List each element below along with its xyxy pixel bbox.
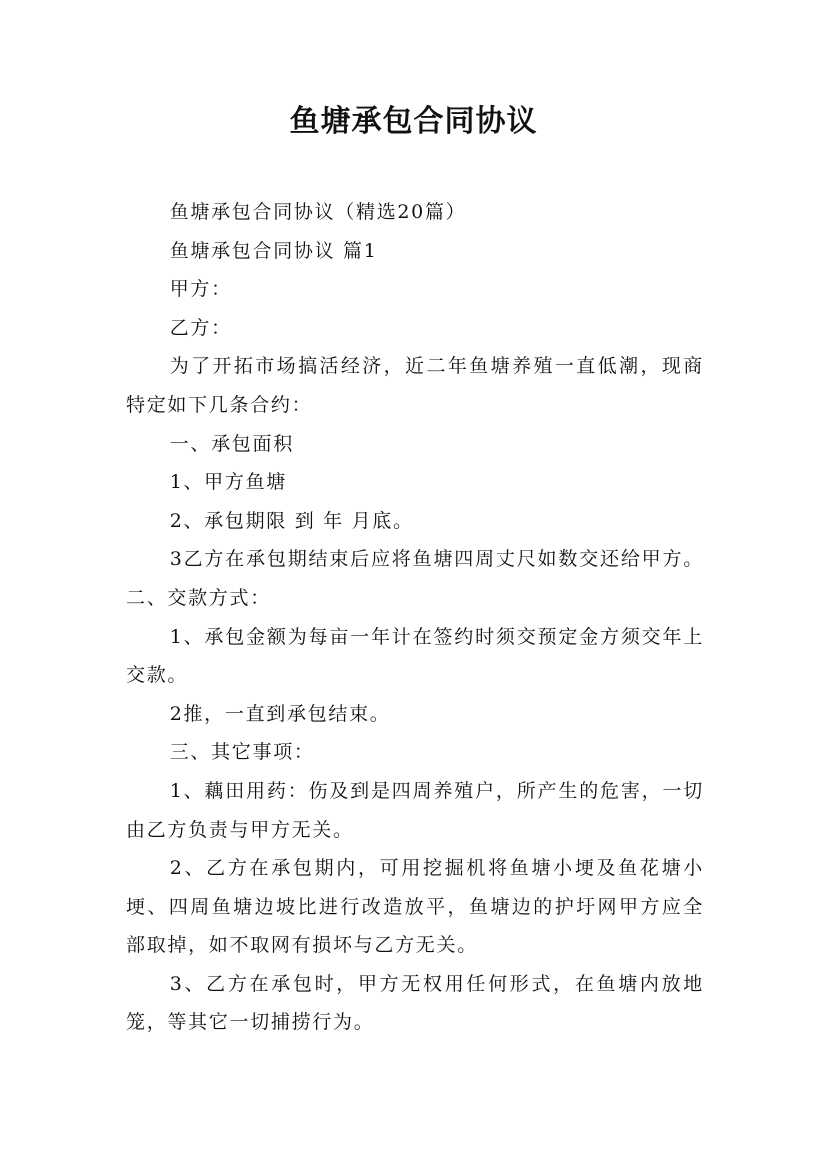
document-title: 鱼塘承包合同协议 (289, 104, 538, 139)
paragraph-subtitle: 鱼塘承包合同协议（精选20篇） (169, 201, 467, 223)
document-body (126, 193, 704, 1042)
paragraph-clause-2-1: 1、承包金额为每亩一年计在签约时须交预定金方须交年上交款。 (126, 625, 704, 687)
paragraph-clause-3-1: 1、藕田用药：伤及到是四周养殖户，所产生的危害，一切由乙方负责与甲方无关。 (126, 779, 704, 841)
paragraph-clause-1-1: 1、甲方鱼塘 (169, 471, 287, 494)
paragraph-party-b: 乙方： (169, 316, 232, 339)
paragraph-clause-3-3: 3、乙方在承包时，甲方无权用任何形式，在鱼塘内放地笼，等其它一切捕捞行为。 (126, 972, 704, 1034)
paragraph-clause-1-2: 2、承包期限 到 年 月底。 (169, 509, 414, 532)
paragraph-clause-heading-3: 三、其它事项： (169, 741, 315, 764)
paragraph-clause-2-2: 2推，一直到承包结束。 (169, 702, 391, 725)
paragraph-preamble: 为了开拓市场搞活经济，近二年鱼塘养殖一直低潮，现商特定如下几条合约： (126, 355, 704, 416)
paragraph-section-heading: 鱼塘承包合同协议 篇1 (169, 239, 378, 262)
paragraph-clause-heading-1: 一、承包面积 (169, 432, 294, 455)
paragraph-party-a: 甲方： (169, 278, 232, 301)
paragraph-clause-3-2: 2、乙方在承包期内，可用挖掘机将鱼塘小埂及鱼花塘小埂、四周鱼塘边坡比进行改造放平，鱼塘边的护圩网甲方应全部取掉，如不取网有损坏与乙方无关。 (126, 857, 704, 957)
paragraph-clause-1-3: 3乙方在承包期结束后应将鱼塘四周丈尺如数交还给甲方。 二、交款方式： (126, 548, 704, 609)
